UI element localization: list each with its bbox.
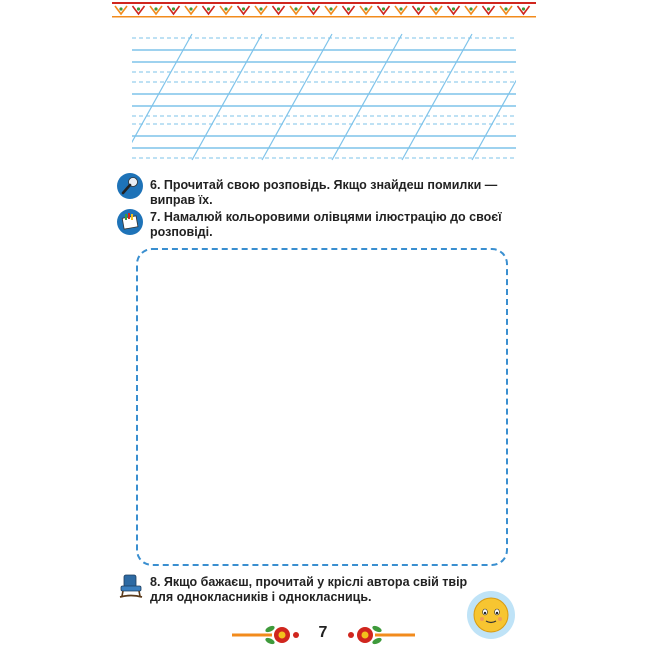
task-7-text: Намалюй кольоровими олівцями ілюстрацію до своєї розповіді. [150, 210, 502, 239]
task-6-number: 6. [150, 178, 161, 192]
task-6 [150, 178, 510, 208]
task-8-number: 8. [150, 575, 161, 589]
task-6-text: Прочитай свою розповідь. Якщо знайдеш помилки — виправ їх. [150, 178, 498, 207]
task-8 [150, 575, 480, 605]
smiley-icon [466, 590, 516, 640]
task-8-text: Якщо бажаєш, прочитай у кріслі автора свій твір для однокласників і однокласниць. [150, 575, 468, 604]
bottom-ornament-right [345, 624, 415, 646]
top-ornament-border [112, 2, 536, 18]
task-7 [150, 210, 510, 240]
page-number: 7 [318, 624, 328, 641]
bottom-ornament-left [232, 624, 302, 646]
armchair-icon [116, 570, 146, 600]
microphone-icon [116, 172, 144, 200]
drawing-area-frame[interactable] [136, 248, 508, 566]
task-7-number: 7. [150, 210, 161, 224]
writing-guide-lines [132, 32, 516, 162]
drawing-icon [116, 208, 144, 236]
